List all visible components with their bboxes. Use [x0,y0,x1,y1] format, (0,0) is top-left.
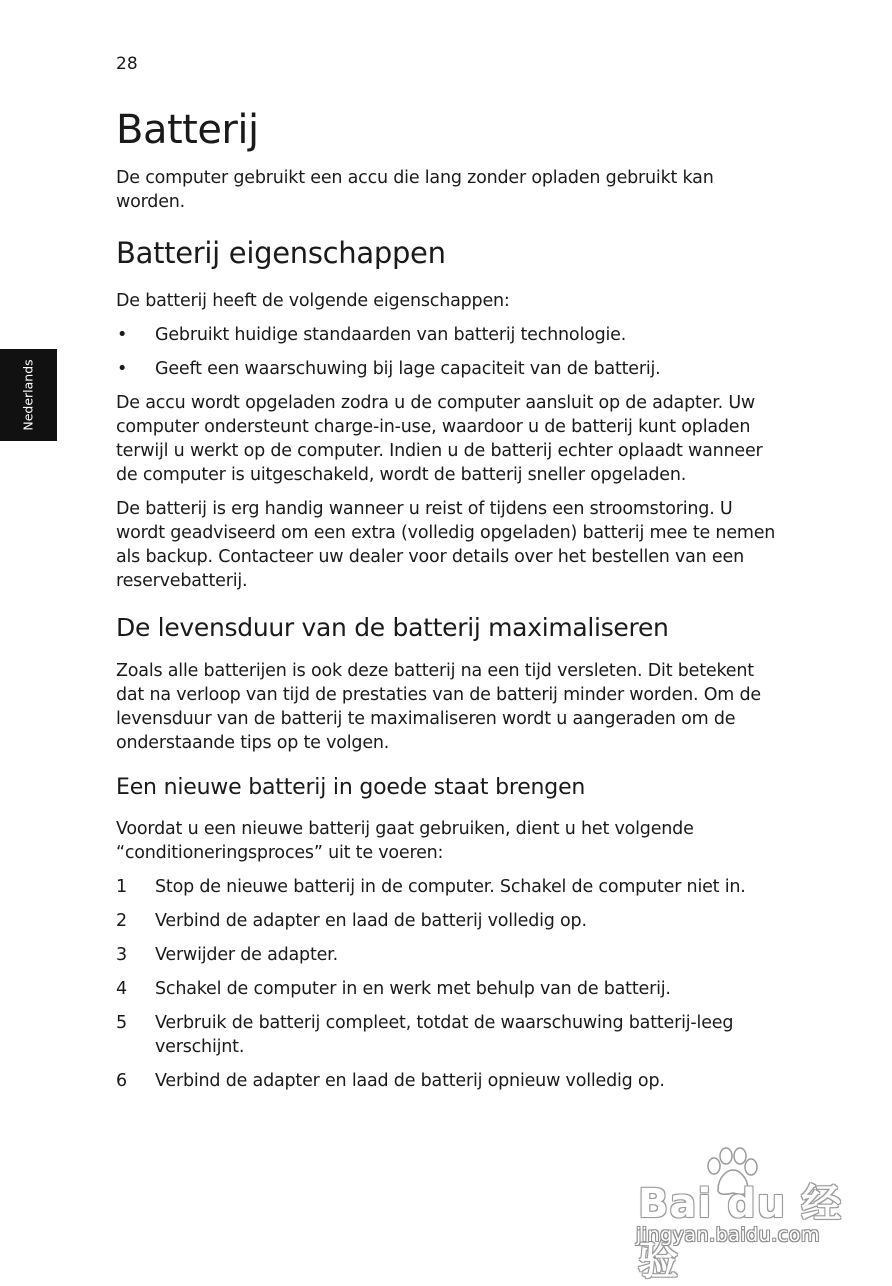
language-tab-label: Nederlands [20,359,36,431]
step-number: 2 [116,911,127,932]
step-text: Verwijder de adapter. [155,945,338,966]
step-text: Stop de nieuwe batterij in de computer. Schakel de computer niet in. [155,877,746,898]
list-item [116,977,776,1001]
step-text: Verbind de adapter en laad de batterij volledig op. [155,911,587,932]
list-item-text: Gebruikt huidige standaarden van batterij technologie. [155,324,627,345]
list-item [116,1011,776,1059]
list-item [116,323,776,347]
list-item [116,909,776,933]
step-text: Verbruik de batterij compleet, totdat de waarschuwing batterij-leeg verschijnt. [155,1013,734,1058]
baidu-watermark [628,1146,848,1284]
step-text: Verbind de adapter en laad de batterij opnieuw volledig op. [155,1071,665,1092]
body-paragraph: Zoals alle batterijen is ook deze batterij na een tijd versleten. Dit betekent dat na verloop van tijd de prestaties van de batterij minder worden. Om de levensduur van de batterij te maximaliseren wordt u aangeraden om de onderstaande tips op te volgen. [116,660,761,753]
step-number: 3 [116,945,127,966]
language-tab [0,349,57,441]
list-item [116,875,776,899]
bullet-icon: • [117,358,128,379]
page-title: Batterij [116,107,259,153]
watermark-logo-text: Bai du 经验 [638,1181,843,1284]
body-paragraph: De batterij is erg handig wanneer u reist of tijdens een stroomstoring. U wordt geadviseerd om een extra (volledig opgeladen) batterij mee te nemen als backup. Contacteer uw dealer voor details over het bestellen van een reservebatterij. [116,498,776,591]
nieuwe-batterij-lead: Voordat u een nieuwe batterij gaat gebruiken, dient u het volgende “conditioneringsproces” uit te voeren: [116,819,694,864]
page-number: 28 [116,54,138,74]
conditioning-steps-list [116,875,776,1093]
list-item [116,943,776,967]
list-item [116,1069,776,1093]
section-heading-levensduur: De levensduur van de batterij maximaliseren [116,612,669,642]
step-text: Schakel de computer in en werk met behulp van de batterij. [155,979,671,1000]
step-number: 4 [116,979,127,1000]
list-item-text: Geeft een waarschuwing bij lage capaciteit van de batterij. [155,358,661,379]
eigenschappen-list [116,323,776,381]
step-number: 1 [116,877,127,898]
step-number: 6 [116,1071,127,1092]
step-number: 5 [116,1013,127,1034]
page-content [116,100,776,1103]
list-item [116,357,776,381]
subsection-heading-nieuwe-batterij: Een nieuwe batterij in goede staat brengen [116,774,586,800]
bullet-icon: • [117,324,128,345]
eigenschappen-lead: De batterij heeft de volgende eigenschappen: [116,290,510,311]
intro-paragraph: De computer gebruikt een accu die lang zonder opladen gebruikt kan worden. [116,168,714,212]
section-heading-eigenschappen: Batterij eigenschappen [116,236,446,270]
body-paragraph: De accu wordt opgeladen zodra u de computer aansluit op de adapter. Uw computer ondersteunt charge-in-use, waardoor u de batterij kunt opladen terwijl u werkt op de computer. Indien u de batterij echter oplaadt wanneer de computer is uitgeschakeld, wordt de batterij sneller opgeladen. [116,392,763,485]
watermark-url: jingyan.baidu.com [636,1224,820,1246]
